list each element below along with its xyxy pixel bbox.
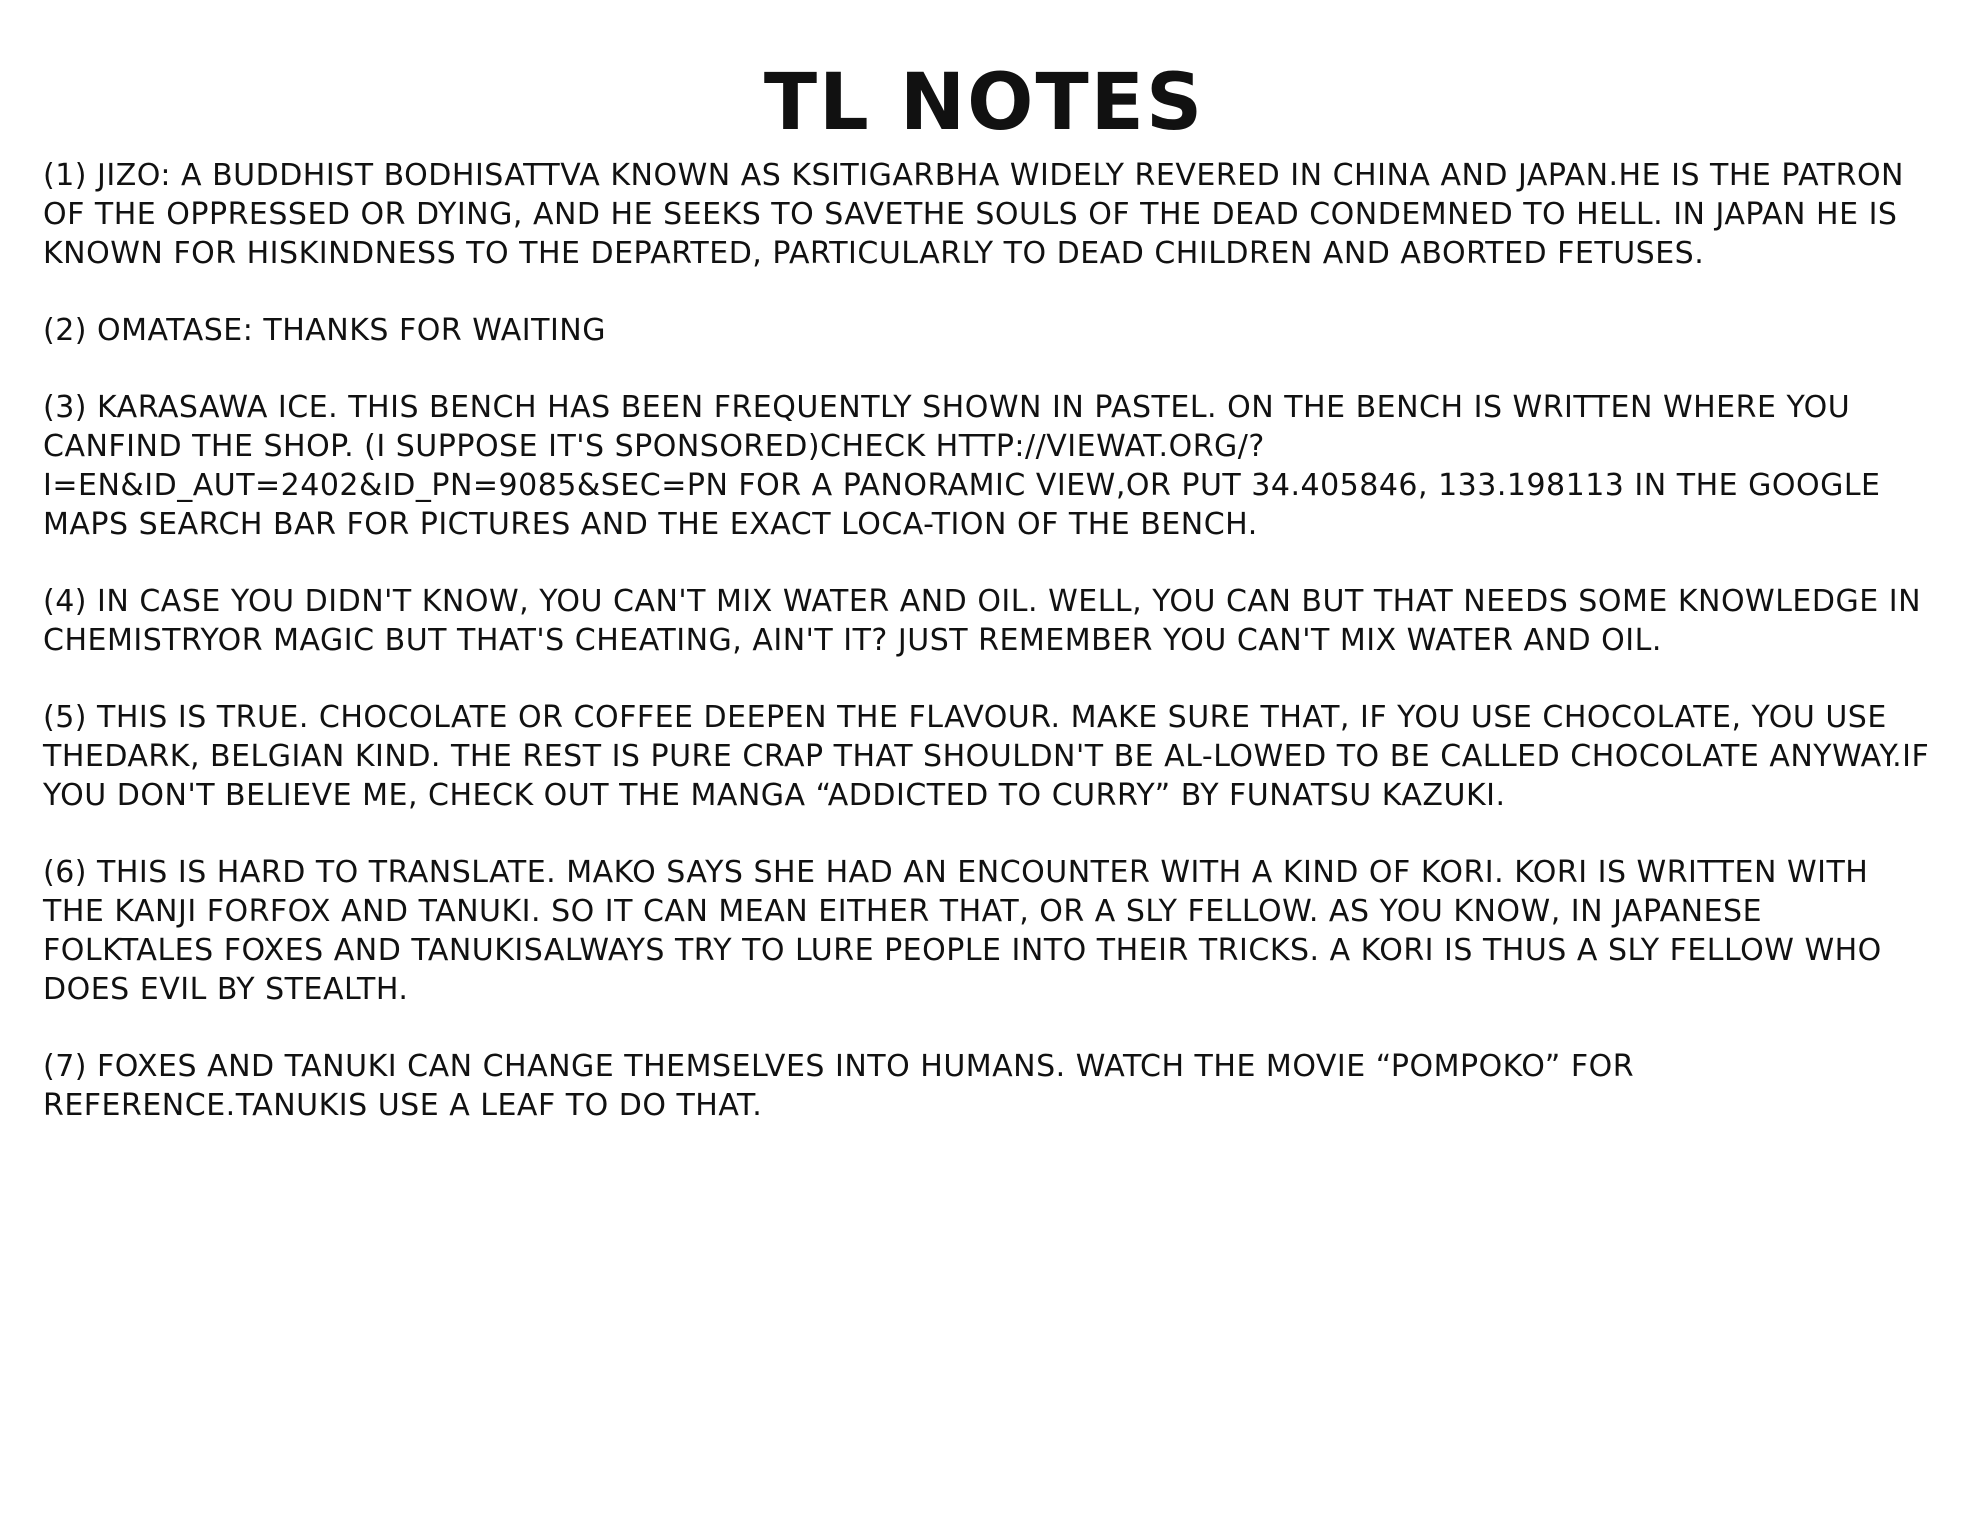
note-6: (6) THIS IS HARD TO TRANSLATE. MAKO SAYS SHE HAD AN ENCOUNTER WITH A KIND OF KORI. KORI IS WRITTEN WITH THE KANJI FORFOX AND TANUKI. SO IT CAN MEAN EITHER THAT, OR A SLY FELLOW. AS YOU KNOW, IN JAPANESE FOLKTALES FOXES AND TANUKISALWAYS TRY TO LURE PEOPLE INTO THEIR TRICKS. A KORI IS THUS A SLY FELLOW WHO DOES EVIL BY STEALTH. — [43, 855, 1882, 1007]
note-1: (1) JIZO: A BUDDHIST BODHISATTVA KNOWN AS KSITIGARBHA WIDELY REVERED IN CHINA AND JAPAN.HE IS THE PATRON OF THE OPPRESSED OR DYING, AND HE SEEKS TO SAVETHE SOULS OF THE DEAD CONDEMNED TO HELL. IN JAPAN HE IS KNOWN FOR HISKINDNESS TO THE DEPARTED, PARTICULARLY TO DEAD CHILDREN AND ABORTED FETUSES. — [43, 158, 1904, 271]
notes-list — [43, 156, 1933, 1163]
note-4: (4) IN CASE YOU DIDN'T KNOW, YOU CAN'T MIX WATER AND OIL. WELL, YOU CAN BUT THAT NEEDS SOME KNOWLEDGE IN CHEMISTRYOR MAGIC BUT THAT'S CHEATING, AIN'T IT? JUST REMEMBER YOU CAN'T MIX WATER AND OIL. — [43, 584, 1922, 658]
note-5: (5) THIS IS TRUE. CHOCOLATE OR COFFEE DEEPEN THE FLAVOUR. MAKE SURE THAT, IF YOU USE CHOCOLATE, YOU USE THEDARK, BELGIAN KIND. THE REST IS PURE CRAP THAT SHOULDN'T BE AL-LOWED TO BE CALLED CHOCOLATE ANYWAY.IF YOU DON'T BELIEVE ME, CHECK OUT THE MANGA “ADDICTED TO CURRY” BY FUNATSU KAZUKI. — [43, 700, 1930, 813]
page-title: TL NOTES — [763, 58, 1205, 148]
note-7: (7) FOXES AND TANUKI CAN CHANGE THEMSELVES INTO HUMANS. WATCH THE MOVIE “POMPOKO” FOR REFERENCE.TANUKIS USE A LEAF TO DO THAT. — [43, 1049, 1635, 1123]
note-2: (2) OMATASE: THANKS FOR WAITING — [43, 313, 606, 348]
note-3: (3) KARASAWA ICE. THIS BENCH HAS BEEN FREQUENTLY SHOWN IN PASTEL. ON THE BENCH IS WRITTEN WHERE YOU CANFIND THE SHOP. (I SUPPOSE IT'S SPONSORED)CHECK HTTP://VIEWAT.ORG/?I=EN&ID_AUT=2402&ID_PN=9085&SEC=PN FOR A PANORAMIC VIEW,OR PUT 34.405846, 133.198113 IN THE GOOGLE MAPS SEARCH BAR FOR PICTURES AND THE EXACT LOCA-TION OF THE BENCH. — [43, 390, 1881, 542]
